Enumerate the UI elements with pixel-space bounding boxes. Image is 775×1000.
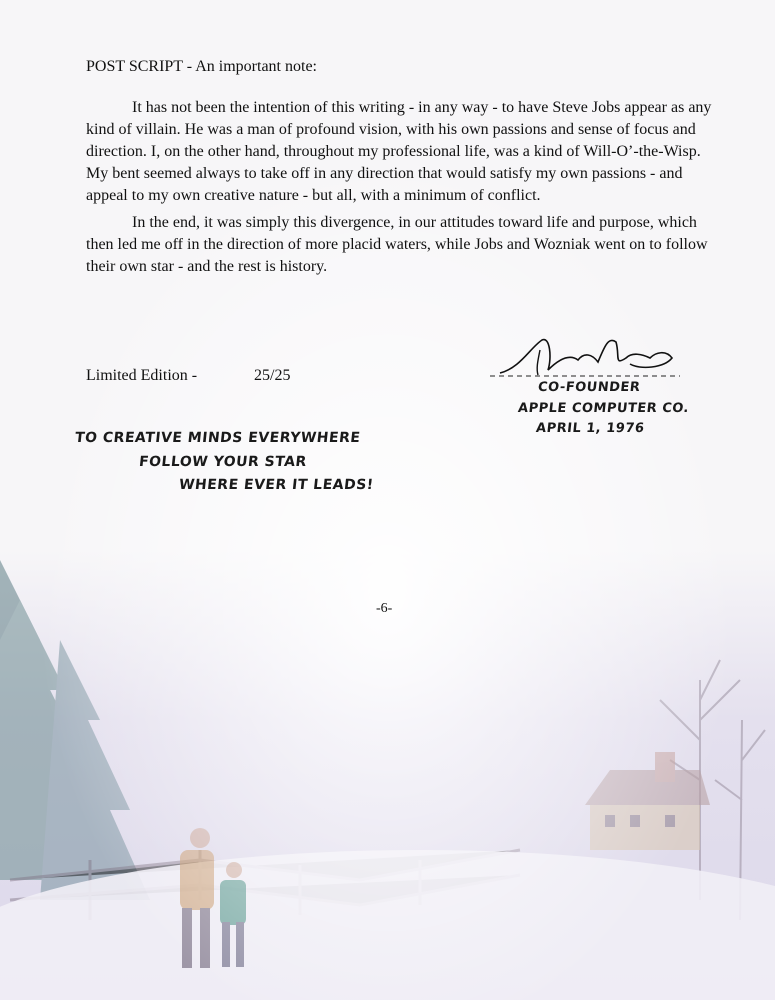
limited-edition-label: Limited Edition - <box>86 367 198 384</box>
signature-company: APPLE COMPUTER CO. <box>517 401 690 416</box>
edition-number: 25/25 <box>254 367 291 384</box>
paragraph-2: In the end, it was simply this divergence, in our attitudes toward life and purpose, which then led me off in the direction of more placid waters, while Jobs and Wozniak went on to follow their own star - and the rest is history. <box>86 214 708 275</box>
dedication-line-3: WHERE EVER IT LEADS! <box>178 477 375 493</box>
handwritten-dedication <box>75 430 435 500</box>
paragraph-1: It has not been the intention of this writing - in any way - to have Steve Jobs appear as any kind of villain. He was a man of profound vision, with his own passions and sense of focus and direction. I, on the other hand, throughout my professional life, was a kind of Will-O’-the-Wisp. My bent seemed always to take off in any direction that would satisfy my own passions - and appeal to my own creative nature - but all, with a minimum of conflict. <box>86 99 712 204</box>
dedication-line-2: FOLLOW YOUR STAR <box>138 454 308 470</box>
dedication-line-1: TO CREATIVE MINDS EVERYWHERE <box>74 430 362 446</box>
postscript-heading: POST SCRIPT - An important note: <box>86 58 317 75</box>
signature-block <box>480 328 720 438</box>
handwritten-signature <box>480 328 720 388</box>
page-number: -6- <box>376 601 393 616</box>
signature-date: APRIL 1, 1976 <box>535 421 646 436</box>
signature-title: CO-FOUNDER <box>537 380 642 395</box>
